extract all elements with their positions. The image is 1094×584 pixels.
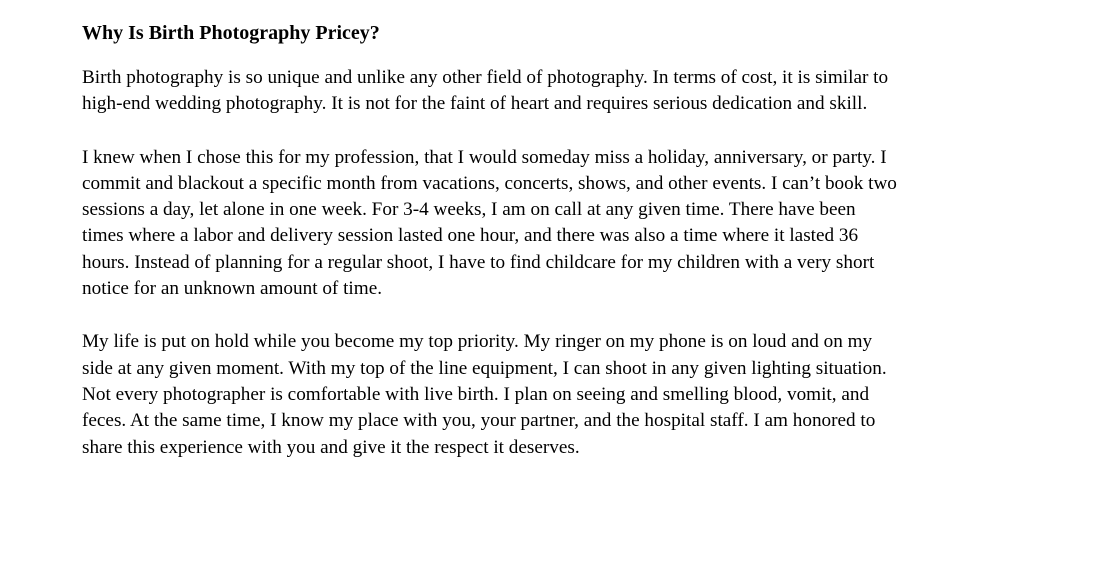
paragraph-line: I knew when I chose this for my profession, that I would someday miss a holiday, anniversary, or party. I <box>82 146 887 168</box>
document-page <box>82 20 1022 488</box>
paragraph-line: hours. Instead of planning for a regular shoot, I have to find childcare for my children with a very short <box>82 251 875 273</box>
article-heading: Why Is Birth Photography Pricey? <box>82 22 380 44</box>
paragraph-line: feces. At the same time, I know my place with you, your partner, and the hospital staff. I am honored to <box>82 410 876 432</box>
paragraph-line: times where a labor and delivery session lasted one hour, and there was also a time where it lasted 36 <box>82 225 859 247</box>
paragraph-line: My life is put on hold while you become my top priority. My ringer on my phone is on loud and on my <box>82 331 873 353</box>
paragraph-line: Not every photographer is comfortable with live birth. I plan on seeing and smelling blood, vomit, and <box>82 383 870 405</box>
paragraph-priority <box>82 329 1022 460</box>
paragraph-line: notice for an unknown amount of time. <box>82 278 383 300</box>
paragraph-line: commit and blackout a specific month from vacations, concerts, shows, and other events. I can’t book two <box>82 172 897 194</box>
paragraph-line: share this experience with you and give it the respect it deserves. <box>82 436 580 458</box>
paragraph-line: high-end wedding photography. It is not for the faint of heart and requires serious dedication and skill. <box>82 93 868 115</box>
paragraph-line: side at any given moment. With my top of the line equipment, I can shoot in any given lighting situation. <box>82 357 887 379</box>
paragraph-line: sessions a day, let alone in one week. For 3-4 weeks, I am on call at any given time. There have been <box>82 199 856 221</box>
paragraph-commitment <box>82 145 1022 303</box>
paragraph-line: Birth photography is so unique and unlike any other field of photography. In terms of cost, it is similar to <box>82 67 889 88</box>
paragraph-cost <box>82 65 1022 118</box>
